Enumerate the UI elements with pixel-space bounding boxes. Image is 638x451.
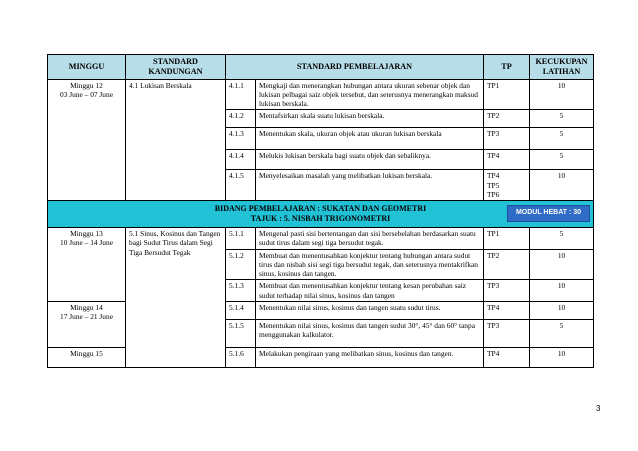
latihan-cell: 5 [530,128,594,150]
latihan-cell: 5 [530,319,594,347]
sp-text: Menyelesaikan masalah yang melibatkan lukisan berskala. [256,170,484,201]
latihan-cell: 10 [530,249,594,280]
tp-value: TP5 [487,180,500,190]
latihan-cell: 10 [530,170,594,201]
topic-band [48,201,594,228]
sp-text: Melukis lukisan berskala bagi suatu objek dan sebaliknya. [256,150,484,170]
tp-cell: TP1 [484,228,530,250]
table-row [48,79,594,110]
header-row [48,55,594,80]
tp-value: TP4 [487,171,500,181]
sp-code: 5.1.1 [226,228,256,250]
sp-text: Mengkaji dan menerangkan hubungan antara ukuran sebenar objek dan lukisan pelbagai saiz objek tersebut, dan seterusnya menerangkan maksud lukisan berskala. [256,79,484,110]
tp-cell: TP3 [484,319,530,347]
tajuk: TAJUK : 5. NISBAH TRIGONOMETRI [250,214,391,224]
tp-value: TP6 [487,189,500,199]
week-date: 03 June – 07 June [60,89,113,99]
standard-kandungan-cell: 4.1 Lukisan Berskala [126,79,226,201]
tp-cell: TP2 [484,110,530,128]
header-tp: TP [484,55,530,80]
topic-band-row [48,201,594,228]
sp-code: 4.1.4 [226,150,256,170]
sp-text: Mentafsirkan skala suatu lukisan berskala. [256,110,484,128]
latihan-cell: 10 [530,301,594,319]
bidang-pembelajaran: BIDANG PEMBELAJARAN : SUKATAN DAN GEOMETRI [214,204,427,214]
tp-cell: TP2 [484,249,530,280]
sp-code: 4.1.3 [226,128,256,150]
sp-code: 5.1.2 [226,249,256,280]
tp-cell [484,170,530,201]
table-row [48,228,594,250]
sp-text: Menentukan skala, ukuran objek atau ukuran lukisan berskala [256,128,484,150]
sp-text: Menentukan nilai sinus, kosinus dan tangen suatu sudut tirus. [256,301,484,319]
latihan-cell: 10 [530,347,594,367]
header-standard-kandungan: STANDARD KANDUNGAN [126,55,226,80]
tp-cell: TP3 [484,280,530,302]
modul-hebat-badge: MODUL HEBAT : 30 [507,205,590,222]
week-cell [48,228,126,302]
sp-code: 5.1.6 [226,347,256,367]
latihan-cell: 5 [530,110,594,128]
sp-code: 5.1.3 [226,280,256,302]
week-date: 17 June – 21 June [60,312,113,322]
tp-cell: TP1 [484,79,530,110]
week-date: 10 June – 14 June [60,238,113,248]
sp-text: Membuat dan menentusahkan konjektur tentang hubungan antara sudut tirus dan nisbah sisi segi tiga bersudut tegak, dan seterusnya mentakrifkan sinus, kosinus dan tangen. [256,249,484,280]
rpt-table [47,54,594,368]
week-label: Minggu 12 [70,80,103,90]
standard-kandungan-cell: 5.1 Sinus, Kosinus dan Tangen bagi Sudut Tirus dalam Segi Tiga Bersudut Tegak [126,228,226,368]
week-label: Minggu 15 [70,348,103,358]
page-number: 3 [596,404,601,413]
latihan-cell: 10 [530,79,594,110]
week-cell [48,301,126,347]
sp-text: Menentukan nilai sinus, kosinus dan tangen sudut 30°, 45° dan 60° tanpa menggunakan kalkulator. [256,319,484,347]
sp-text: Melakukan pengiraan yang melibatkan sinus, kosinus dan tangen. [256,347,484,367]
tp-cell: TP4 [484,301,530,319]
header-kecukupan-latihan: KECUKUPAN LATIHAN [530,55,594,80]
sp-code: 4.1.5 [226,170,256,201]
latihan-cell: 10 [530,280,594,302]
latihan-cell: 5 [530,228,594,250]
sp-code: 4.1.1 [226,79,256,110]
tp-cell: TP3 [484,128,530,150]
header-standard-pembelajaran: STANDARD PEMBELAJARAN [226,55,484,80]
header-minggu: MINGGU [48,55,126,80]
sp-code: 4.1.2 [226,110,256,128]
sp-text: Membuat dan menentusahkan konjektur tentang kesan perubahan saiz sudut terhadap nilai sinus, kosinus dan tangen [256,280,484,302]
week-label: Minggu 14 [70,302,103,312]
week-label: Minggu 13 [70,229,103,239]
tp-cell: TP4 [484,347,530,367]
sp-code: 5.1.4 [226,301,256,319]
week-cell [48,79,126,201]
sp-code: 5.1.5 [226,319,256,347]
sp-text: Mengenal pasti sisi bertentangan dan sisi bersebelahan berdasarkan suatu sudut tirus dalam segi tiga bersudut tegak. [256,228,484,250]
tp-cell: TP4 [484,150,530,170]
latihan-cell: 5 [530,150,594,170]
week-cell [48,347,126,367]
